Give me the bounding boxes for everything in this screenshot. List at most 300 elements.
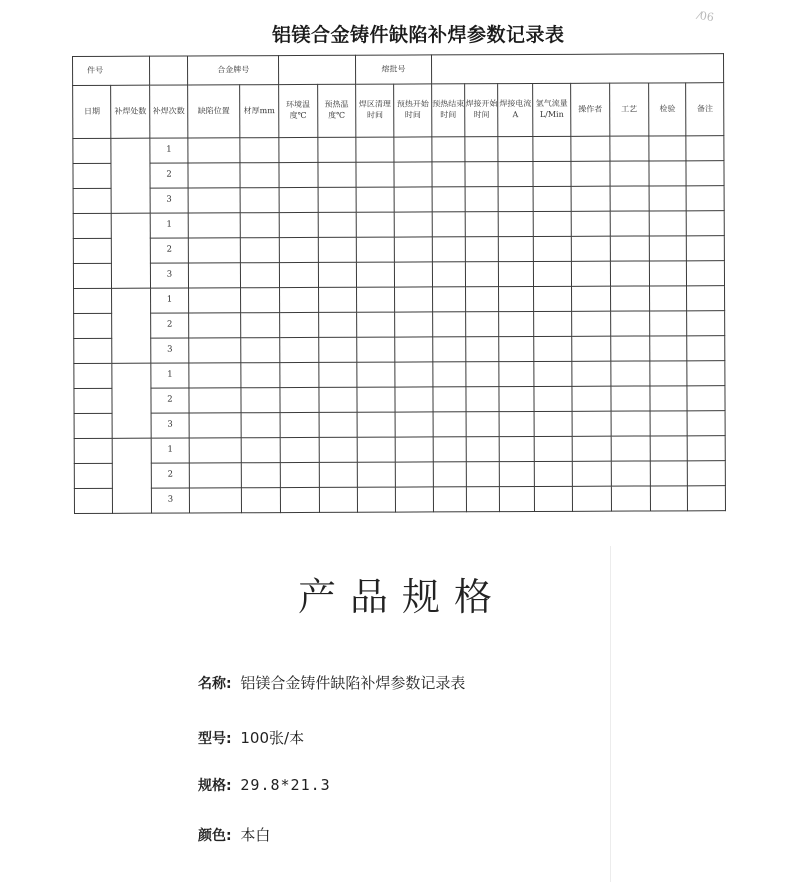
table-cell [534, 411, 573, 436]
table-cell [611, 411, 651, 436]
table-cell [319, 487, 358, 512]
spec-row-name [198, 672, 465, 693]
table-cell [189, 438, 241, 463]
table-cell [241, 488, 281, 513]
table-cell [466, 462, 499, 487]
table-cell [649, 211, 686, 236]
table-cell [686, 136, 724, 161]
table-cell [74, 463, 113, 488]
table-cell [74, 288, 113, 313]
spec-name-label: 名称: [198, 676, 232, 692]
table-cell [650, 486, 687, 511]
table-cell [499, 286, 533, 311]
table-cell [466, 262, 499, 287]
spec-size-value: 29.8*21.3 [240, 776, 331, 794]
table-cell [610, 161, 650, 186]
repair-locations-cell [112, 288, 151, 363]
table-cell [395, 212, 432, 237]
table-cell [533, 186, 572, 211]
col-header-preheat-start: 预热开始时间 [394, 84, 432, 137]
table-cell [188, 138, 240, 163]
table-cell [533, 161, 572, 186]
table-cell [649, 186, 686, 211]
table-row [73, 236, 724, 264]
table-cell [571, 211, 610, 236]
col-header-process: 工艺 [609, 83, 649, 136]
table-cell [686, 161, 724, 186]
table-cell [357, 337, 396, 362]
table-cell [356, 187, 395, 212]
record-form-sheet [72, 53, 726, 518]
table-cell [611, 386, 651, 411]
table-cell [534, 486, 573, 511]
table-cell [687, 311, 725, 336]
table-cell [610, 136, 650, 161]
table-cell [319, 462, 358, 487]
table-cell [189, 338, 241, 363]
table-cell [432, 262, 465, 287]
table-cell [533, 136, 572, 161]
table-cell [467, 487, 500, 512]
table-cell [465, 237, 498, 262]
table-cell [394, 137, 431, 162]
table-cell [74, 313, 113, 338]
table-cell [433, 462, 466, 487]
table-cell [395, 362, 432, 387]
table-cell [279, 237, 318, 262]
heat-no-value-cell [431, 54, 723, 84]
table-cell [499, 211, 533, 236]
table-row [74, 436, 725, 464]
table-cell [318, 237, 357, 262]
table-cell [317, 137, 356, 162]
spec-model-label: 型号: [198, 731, 232, 747]
table-cell [241, 388, 281, 413]
table-cell [240, 338, 280, 363]
spec-color-label: 颜色: [198, 828, 232, 844]
table-cell [610, 211, 650, 236]
table-cell [396, 437, 433, 462]
table-cell [649, 136, 686, 161]
col-header-argon-flow: 氩气流量L/Min [532, 83, 571, 136]
table-cell [572, 386, 611, 411]
table-cell [650, 411, 687, 436]
table-cell [687, 236, 725, 261]
table-cell [357, 387, 396, 412]
spec-model-value: 100张/本 [240, 729, 305, 747]
table-cell [240, 263, 280, 288]
table-cell [498, 161, 532, 186]
table-cell [466, 287, 499, 312]
table-cell [498, 136, 532, 161]
table-row [74, 411, 725, 439]
table-cell [610, 236, 650, 261]
table-cell [572, 411, 611, 436]
col-header-repair-locations: 补焊处数 [111, 85, 150, 138]
table-cell [318, 162, 357, 187]
spec-name-value: 铝镁合金铸件缺陷补焊参数记录表 [240, 674, 466, 692]
table-cell [189, 288, 241, 313]
table-cell [357, 287, 396, 312]
repair-sequence-cell: 2 [150, 238, 189, 263]
table-cell [357, 362, 396, 387]
table-cell [396, 462, 433, 487]
table-cell [499, 386, 533, 411]
table-cell [74, 488, 113, 513]
table-cell [650, 436, 687, 461]
repair-locations-cell [112, 213, 151, 288]
col-header-ambient-temp: 环境温度℃ [279, 84, 318, 137]
repair-sequence-cell: 3 [150, 263, 189, 288]
table-row [74, 486, 725, 514]
table-cell [500, 411, 534, 436]
table-cell [499, 336, 533, 361]
spec-row-size [198, 775, 331, 795]
table-cell [395, 387, 432, 412]
table-row [73, 161, 724, 189]
col-header-preheat-end: 预热结束时间 [431, 84, 465, 137]
table-cell [73, 188, 112, 213]
table-cell [610, 311, 650, 336]
table-cell [279, 162, 318, 187]
repair-sequence-cell: 3 [150, 188, 189, 213]
table-cell [499, 361, 533, 386]
table-cell [190, 488, 242, 513]
record-form-table [72, 53, 726, 514]
table-cell [534, 386, 573, 411]
table-cell [465, 212, 498, 237]
table-cell [356, 162, 395, 187]
table-cell [687, 361, 725, 386]
product-spec-card [192, 546, 611, 882]
repair-sequence-cell: 1 [150, 138, 189, 163]
table-cell [281, 487, 320, 512]
table-cell [611, 486, 651, 511]
table-cell [611, 436, 651, 461]
table-cell [688, 486, 726, 511]
table-cell [73, 163, 112, 188]
table-cell [533, 211, 572, 236]
table-cell [74, 413, 113, 438]
repair-locations-cell [113, 438, 152, 513]
table-cell [466, 362, 499, 387]
table-row [73, 186, 724, 214]
table-cell [240, 288, 280, 313]
table-cell [500, 486, 534, 511]
alloy-grade-label: 合金牌号 [188, 56, 279, 85]
spec-size-label: 规格: [198, 778, 232, 794]
table-cell [688, 436, 726, 461]
table-cell [534, 461, 573, 486]
table-cell [395, 237, 432, 262]
table-cell [433, 337, 466, 362]
table-cell [649, 236, 686, 261]
table-cell [650, 286, 687, 311]
repair-locations-cell [111, 138, 150, 213]
part-no-value-cell [149, 56, 188, 85]
table-cell [571, 136, 610, 161]
table-cell [240, 213, 280, 238]
table-cell [279, 187, 318, 212]
table-cell [356, 137, 395, 162]
table-cell [432, 212, 465, 237]
col-header-preheat-temp: 预热温度℃ [317, 84, 356, 137]
table-cell [610, 186, 650, 211]
table-cell [74, 438, 113, 463]
table-cell [280, 262, 319, 287]
table-row [74, 461, 725, 489]
table-cell [318, 287, 357, 312]
table-cell [499, 261, 533, 286]
col-header-inspection: 检验 [649, 83, 687, 136]
table-cell [356, 212, 395, 237]
table-cell [318, 312, 357, 337]
table-cell [572, 436, 611, 461]
table-cell [432, 187, 465, 212]
table-cell [573, 486, 612, 511]
table-cell [499, 186, 533, 211]
table-cell [357, 312, 396, 337]
table-cell [280, 362, 319, 387]
table-cell [533, 286, 572, 311]
col-header-defect-position: 缺陷位置 [188, 85, 240, 138]
table-row [74, 361, 725, 389]
table-cell [73, 138, 112, 163]
table-cell [649, 261, 686, 286]
table-cell [356, 262, 395, 287]
table-cell [189, 313, 241, 338]
repair-sequence-cell: 3 [151, 413, 190, 438]
table-cell [240, 163, 280, 188]
table-cell [687, 186, 725, 211]
table-cell [650, 386, 687, 411]
table-cell [241, 463, 281, 488]
spec-heading: 产品规格 [298, 575, 507, 619]
table-cell [279, 212, 318, 237]
table-cell [499, 311, 533, 336]
table-cell [611, 461, 651, 486]
table-cell [649, 161, 686, 186]
table-cell [433, 362, 466, 387]
page-corner-mark: ⁄06 [697, 8, 715, 25]
table-cell [318, 262, 357, 287]
table-cell [432, 162, 465, 187]
table-cell [280, 287, 319, 312]
table-cell [394, 162, 431, 187]
repair-sequence-cell: 1 [151, 438, 190, 463]
col-header-date: 日期 [73, 85, 112, 138]
table-cell [319, 387, 358, 412]
repair-sequence-cell: 2 [150, 163, 189, 188]
table-cell [73, 213, 112, 238]
table-cell [189, 463, 241, 488]
table-cell [189, 238, 241, 263]
spec-row-model [198, 727, 304, 748]
table-cell [240, 188, 280, 213]
table-row [74, 336, 725, 364]
table-cell [465, 162, 498, 187]
table-cell [280, 462, 319, 487]
table-cell [189, 413, 241, 438]
table-cell [500, 461, 534, 486]
table-cell [499, 236, 533, 261]
table-cell [533, 261, 572, 286]
table-cell [571, 186, 610, 211]
table-cell [650, 361, 687, 386]
table-cell [572, 336, 611, 361]
table-cell [395, 312, 432, 337]
table-cell [610, 336, 650, 361]
table-cell [241, 413, 281, 438]
table-cell [240, 138, 280, 163]
table-cell [466, 412, 499, 437]
table-cell [687, 336, 725, 361]
table-cell [610, 361, 650, 386]
table-cell [74, 388, 113, 413]
table-cell [280, 412, 319, 437]
table-cell [573, 461, 612, 486]
table-cell [572, 361, 611, 386]
table-cell [318, 362, 357, 387]
table-row [73, 211, 724, 239]
table-cell [189, 388, 241, 413]
repair-sequence-cell: 3 [151, 488, 190, 513]
table-cell [280, 437, 319, 462]
table-cell [432, 312, 465, 337]
table-cell [572, 261, 611, 286]
table-cell [534, 336, 573, 361]
table-cell [395, 262, 432, 287]
spec-color-value: 本白 [240, 826, 271, 844]
repair-sequence-cell: 1 [150, 288, 189, 313]
table-cell [571, 161, 610, 186]
table-cell [396, 487, 433, 512]
table-row [74, 286, 725, 314]
table-cell [687, 261, 725, 286]
table-cell [318, 337, 357, 362]
col-header-weld-current: 焊接电流A [498, 83, 533, 136]
table-cell [432, 137, 465, 162]
table-cell [465, 187, 498, 212]
table-cell [280, 312, 319, 337]
table-cell [240, 238, 280, 263]
part-no-label: 件号 [73, 56, 150, 85]
table-cell [533, 311, 572, 336]
table-cell [280, 337, 319, 362]
spec-row-color [198, 824, 270, 845]
table-cell [357, 437, 396, 462]
info-row [73, 54, 724, 86]
table-cell [688, 461, 726, 486]
table-cell [357, 462, 396, 487]
table-cell [466, 337, 499, 362]
col-header-remarks: 备注 [686, 83, 724, 136]
table-cell [433, 387, 466, 412]
table-cell [241, 363, 281, 388]
table-cell [241, 438, 281, 463]
table-cell [395, 412, 432, 437]
table-cell [688, 411, 726, 436]
repair-sequence-cell: 3 [151, 338, 190, 363]
table-cell [572, 286, 611, 311]
repair-locations-cell [112, 363, 151, 438]
table-cell [432, 237, 465, 262]
table-cell [572, 311, 611, 336]
col-header-operator: 操作者 [571, 83, 610, 136]
table-cell [189, 263, 241, 288]
table-cell [432, 287, 465, 312]
table-cell [318, 187, 357, 212]
table-cell [433, 412, 466, 437]
table-row [73, 136, 724, 164]
table-cell [687, 286, 725, 311]
table-cell [73, 263, 112, 288]
repair-sequence-cell: 2 [151, 388, 190, 413]
table-cell [534, 361, 573, 386]
table-cell [395, 287, 432, 312]
table-cell [687, 386, 725, 411]
col-header-material-thickness: 材厚mm [239, 85, 279, 138]
table-cell [650, 311, 687, 336]
table-cell [433, 487, 466, 512]
table-cell [280, 387, 319, 412]
table-cell [189, 363, 241, 388]
table-cell [466, 312, 499, 337]
table-cell [319, 437, 358, 462]
repair-sequence-cell: 2 [150, 313, 189, 338]
col-header-repair-times: 补焊次数 [149, 85, 188, 138]
table-cell [357, 412, 396, 437]
table-cell [466, 387, 499, 412]
table-cell [188, 213, 240, 238]
table-cell [466, 437, 499, 462]
table-cell [319, 412, 358, 437]
table-cell [395, 337, 432, 362]
table-cell [610, 286, 650, 311]
table-cell [74, 338, 113, 363]
table-cell [357, 487, 396, 512]
repair-sequence-cell: 1 [150, 213, 189, 238]
table-cell [394, 187, 431, 212]
table-cell [188, 188, 240, 213]
table-row [74, 386, 725, 414]
table-cell [500, 436, 534, 461]
repair-sequence-cell: 2 [151, 463, 190, 488]
table-cell [610, 261, 650, 286]
table-cell [687, 211, 725, 236]
table-cell [534, 436, 573, 461]
table-cell [356, 237, 395, 262]
heat-no-label: 熔批号 [355, 55, 431, 84]
table-cell [188, 163, 240, 188]
table-cell [318, 212, 357, 237]
table-cell [465, 137, 498, 162]
col-header-weld-start: 焊接开始时间 [465, 84, 499, 137]
table-cell [240, 313, 280, 338]
table-row [73, 261, 724, 289]
col-header-weld-zone-cleaning: 焊区清理时间 [356, 84, 395, 137]
table-cell [572, 236, 611, 261]
table-cell [74, 363, 113, 388]
table-cell [533, 236, 572, 261]
form-title: 铝镁合金铸件缺陷补焊参数记录表 [272, 24, 565, 46]
table-cell [650, 336, 687, 361]
repair-sequence-cell: 1 [151, 363, 190, 388]
table-cell [650, 461, 687, 486]
table-row [74, 311, 725, 339]
table-cell [73, 238, 112, 263]
table-cell [279, 137, 318, 162]
